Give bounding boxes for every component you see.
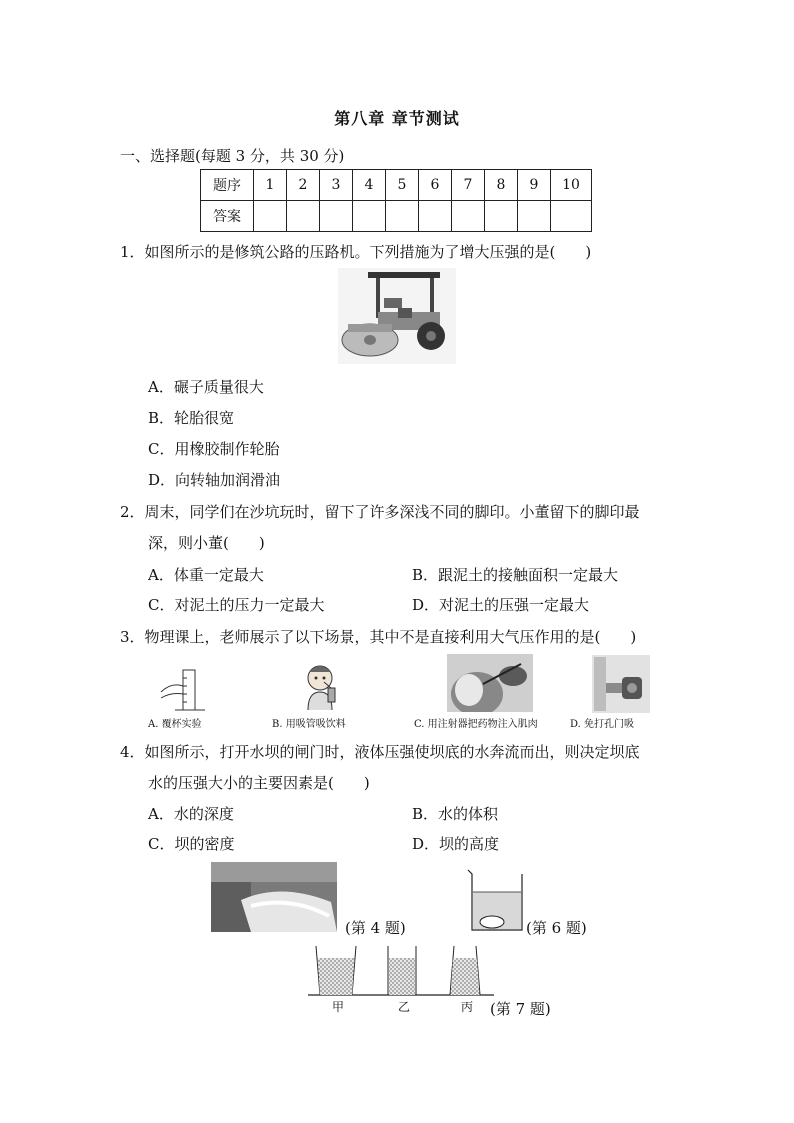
question-2-option-b: B．跟泥土的接触面积一定最大 bbox=[412, 566, 619, 584]
container-label-yi: 乙 bbox=[398, 1000, 411, 1014]
question-3-caption-d: D. 免打孔门吸 bbox=[570, 719, 635, 730]
question-1-option-a: A．碾子质量很大 bbox=[148, 378, 264, 396]
table-cell: 5 bbox=[386, 170, 419, 201]
question-4-option-c: C．坝的密度 bbox=[148, 835, 235, 853]
answer-cell[interactable] bbox=[485, 201, 518, 232]
table-header-cell: 答案 bbox=[201, 201, 254, 232]
cup-experiment-image bbox=[155, 662, 210, 714]
question-2-option-a: A．体重一定最大 bbox=[148, 566, 264, 584]
answer-cell[interactable] bbox=[452, 201, 485, 232]
figure-6-caption: (第 6 题) bbox=[526, 919, 587, 937]
question-4-option-b: B．水的体积 bbox=[412, 805, 499, 823]
answer-cell[interactable] bbox=[386, 201, 419, 232]
answer-cell[interactable] bbox=[320, 201, 353, 232]
answer-cell[interactable] bbox=[551, 201, 592, 232]
straw-drinking-image bbox=[300, 660, 344, 714]
container-label-jia: 甲 bbox=[332, 1000, 345, 1014]
answer-cell[interactable] bbox=[419, 201, 452, 232]
question-3-stem: 3．物理课上，老师展示了以下场景，其中不是直接利用大气压作用的是( ) bbox=[120, 628, 637, 646]
table-header-cell: 题序 bbox=[201, 170, 254, 201]
table-cell: 2 bbox=[287, 170, 320, 201]
door-stopper-image bbox=[592, 655, 650, 713]
road-roller-image bbox=[338, 268, 456, 364]
question-3-caption-b: B. 用吸管吸饮料 bbox=[272, 719, 346, 730]
question-2-stem-line1: 2．周末，同学们在沙坑玩时，留下了许多深浅不同的脚印。小董留下的脚印最 bbox=[120, 503, 640, 521]
question-1-option-d: D．向转轴加润滑油 bbox=[148, 471, 281, 489]
dam-photo-image bbox=[211, 862, 337, 932]
table-cell: 9 bbox=[518, 170, 551, 201]
answer-cell[interactable] bbox=[518, 201, 551, 232]
injection-image bbox=[447, 654, 533, 712]
table-row bbox=[201, 201, 592, 232]
question-4-option-a: A．水的深度 bbox=[148, 805, 234, 823]
figure-4-caption: (第 4 题) bbox=[345, 919, 406, 937]
table-cell: 6 bbox=[419, 170, 452, 201]
section-heading: 一、选择题(每题 3 分，共 30 分) bbox=[120, 147, 345, 165]
table-cell: 3 bbox=[320, 170, 353, 201]
question-2-option-d: D．对泥土的压强一定最大 bbox=[412, 596, 590, 614]
question-3-caption-a: A. 覆杯实验 bbox=[148, 719, 202, 730]
table-cell: 4 bbox=[353, 170, 386, 201]
table-row bbox=[201, 170, 592, 201]
question-3-caption-c: C. 用注射器把药物注入肌肉 bbox=[414, 719, 538, 730]
page-title: 第八章 章节测试 bbox=[334, 109, 460, 128]
question-1-option-b: B．轮胎很宽 bbox=[148, 409, 235, 427]
question-1-stem: 1．如图所示的是修筑公路的压路机。下列措施为了增大压强的是( ) bbox=[120, 243, 592, 261]
question-2-stem-line2: 深，则小董( ) bbox=[148, 534, 265, 552]
question-4-stem-line2: 水的压强大小的主要因素是( ) bbox=[148, 774, 370, 792]
answer-cell[interactable] bbox=[353, 201, 386, 232]
answer-cell[interactable] bbox=[287, 201, 320, 232]
container-label-bing: 丙 bbox=[461, 1000, 474, 1014]
table-cell: 8 bbox=[485, 170, 518, 201]
question-4-option-d: D．坝的高度 bbox=[412, 835, 500, 853]
containers-diagram bbox=[308, 942, 494, 1002]
question-1-option-c: C．用橡胶制作轮胎 bbox=[148, 440, 280, 458]
table-cell: 1 bbox=[254, 170, 287, 201]
table-cell: 7 bbox=[452, 170, 485, 201]
question-4-stem-line1: 4．如图所示，打开水坝的闸门时，液体压强使坝底的水奔流而出，则决定坝底 bbox=[120, 743, 640, 761]
answer-table bbox=[200, 169, 592, 232]
question-2-option-c: C．对泥土的压力一定最大 bbox=[148, 596, 325, 614]
beaker-image bbox=[464, 866, 526, 934]
figure-7-caption: (第 7 题) bbox=[490, 1000, 551, 1018]
table-cell: 10 bbox=[551, 170, 592, 201]
answer-cell[interactable] bbox=[254, 201, 287, 232]
